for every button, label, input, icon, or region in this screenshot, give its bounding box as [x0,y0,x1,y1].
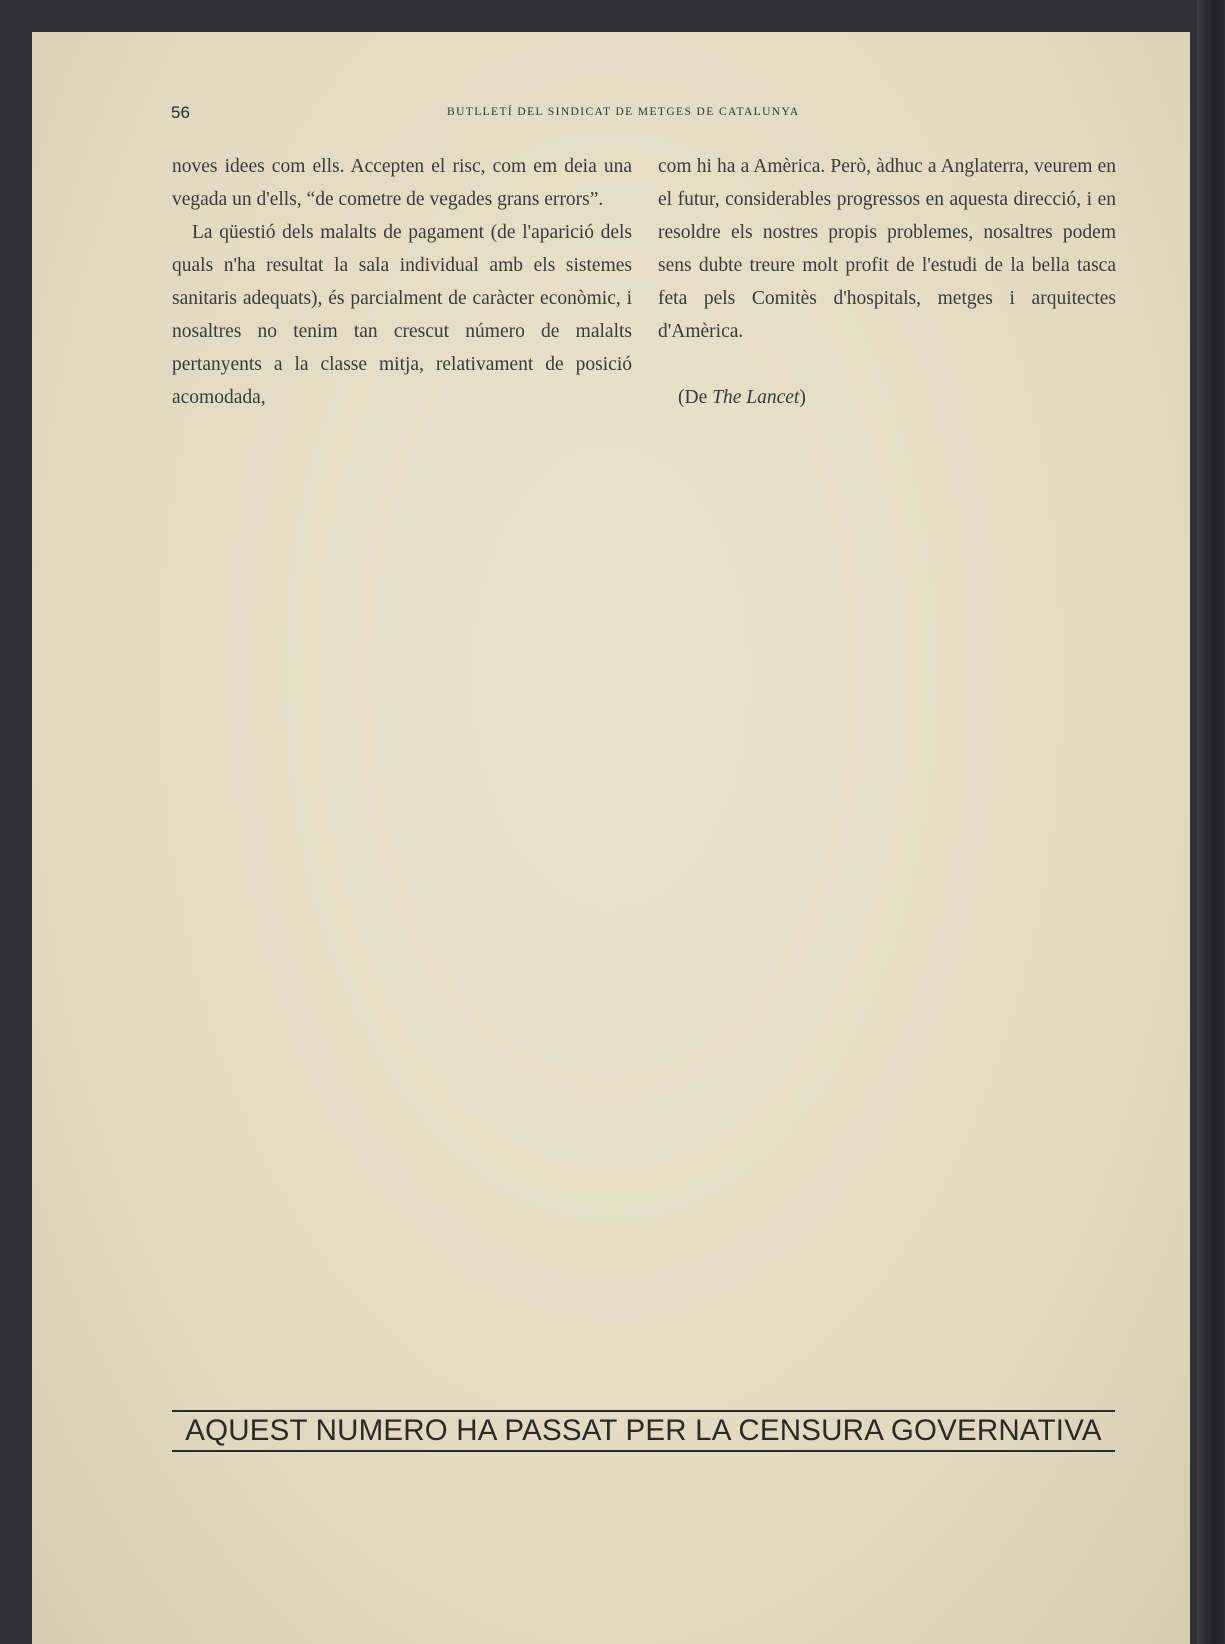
paragraph: noves idees com ells. Accepten el risc, com em deia una vegada un d'ells, “de cometre de vegades grans errors”. [172,156,632,210]
left-column [172,150,632,414]
page-number: 56 [171,103,190,122]
paragraph: com hi ha a Amèrica. Però, àdhuc a Anglaterra, veurem en el futur, considerables progressos en aquesta direcció, i en resoldre els nostres propis problemes, nosaltres podem sens dubte treure molt profit de l'estudi de la bella tasca feta pels Comitès d'hospitals, metges i arquitectes d'Amèrica. [658,156,1116,342]
running-head: BUTLLETÍ DEL SINDICAT DE METGES DE CATALUNYA [447,106,800,118]
scan-edge [1197,0,1225,1644]
source-citation: (De The Lancet) [678,387,806,408]
bottom-rule [172,1450,1115,1452]
right-column [658,150,1116,414]
source-title: The Lancet [712,387,800,408]
censorship-notice: AQUEST NUMERO HA PASSAT PER LA CENSURA GOVERNATIVA [185,1414,1102,1447]
paragraph: La qüestió dels malalts de pagament (de l'aparició dels quals n'ha resultat la sala individual amb els sistemes sanitaris adequats), és parcialment de caràcter econòmic, i nosaltres no tenim tan crescut número de malalts pertanyents a la classe mitja, relativament de posició acomodada, [172,222,632,408]
